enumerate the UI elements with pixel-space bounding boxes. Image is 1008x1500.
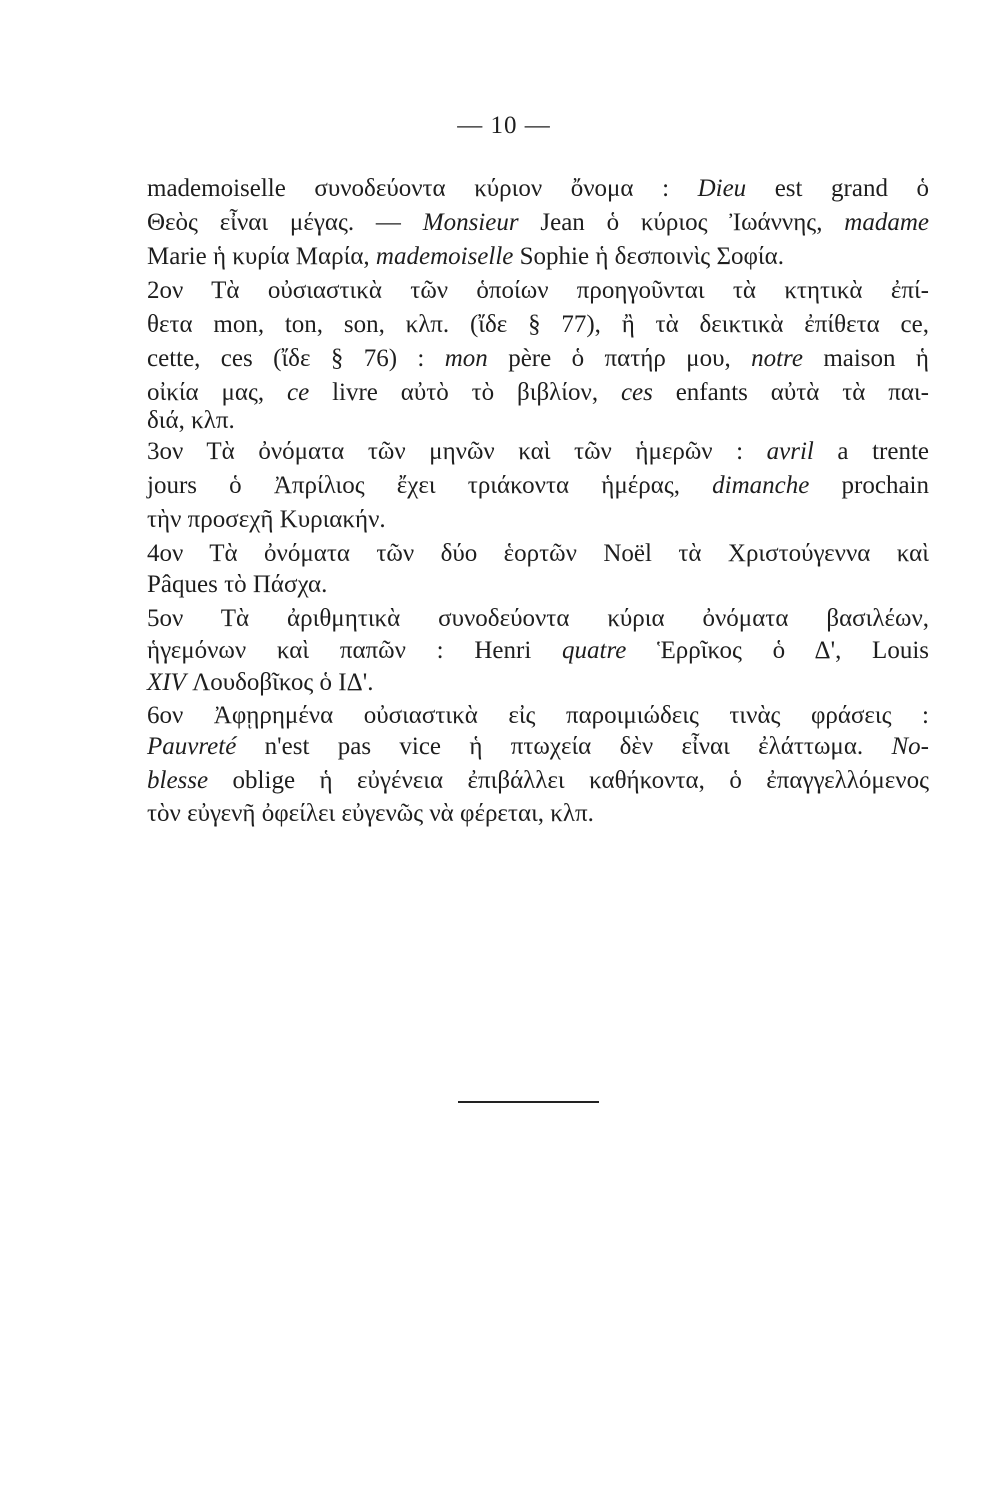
text-line — [147, 342, 929, 376]
text-run: Pâques τὸ Πάσχα. — [147, 571, 328, 598]
text-line — [147, 404, 929, 438]
text-run: est grand ὁ — [746, 175, 929, 202]
text-line — [147, 240, 929, 274]
text-run: Ἑρρῖκος ὁ Δ', Louis — [626, 637, 929, 664]
italic-text: mon — [444, 345, 488, 372]
text-line — [147, 469, 929, 503]
italic-text: Dieu — [697, 175, 747, 202]
text-line — [147, 602, 929, 636]
text-run: 6ον Ἀφῃρημένα οὐσιαστικὰ εἰς παροιμιώδεις τινὰς φράσεις : — [147, 702, 929, 729]
italic-text: madame — [844, 209, 929, 236]
text-line — [147, 172, 929, 206]
italic-text: ce — [287, 379, 310, 406]
text-line — [147, 666, 929, 700]
text-line — [147, 568, 929, 602]
text-run: 4ον Τὰ ὀνόματα τῶν δύο ἑορτῶν Noël τὰ Χριστούγεννα καὶ — [147, 540, 929, 567]
text-run: père ὁ πατήρ μου, — [487, 345, 752, 372]
text-run: 2ον Τὰ οὐσιαστικὰ τῶν ὁποίων προηγοῦνται τὰ κτητικὰ ἐπί- — [147, 277, 929, 304]
text-line — [147, 274, 929, 308]
text-run: Marie ἡ κυρία Μαρία, — [147, 243, 376, 270]
italic-text: No- — [891, 733, 929, 760]
text-run: Jean ὁ κύριος Ἰωάννης, — [518, 209, 845, 236]
text-run: οἰκία μας, — [147, 379, 288, 406]
text-line — [147, 730, 929, 764]
text-run: livre αὐτὸ τὸ βιβλίον, — [309, 379, 621, 406]
text-run: Sophie ἡ δεσποινὶς Σοφία. — [513, 243, 784, 270]
text-run: 3ον Τὰ ὀνόματα τῶν μηνῶν καὶ τῶν ἡμερῶν : — [147, 438, 767, 465]
text-run: διά, κλπ. — [147, 407, 235, 434]
italic-text: dimanche — [712, 472, 810, 499]
italic-text: quatre — [562, 637, 627, 664]
text-line — [147, 206, 929, 240]
text-run: mademoiselle συνοδεύοντα κύριον ὄνομα : — [147, 175, 698, 202]
text-run: maison ἡ — [802, 345, 929, 372]
text-run: θετα mon, ton, son, κλπ. (ἴδε § 77), ἢ τὰ δεικτικὰ ἐπίθετα ce, — [147, 311, 929, 338]
text-run: Λουδοβῖκος ὁ ΙΔ'. — [185, 669, 374, 696]
text-line — [147, 699, 929, 733]
text-run: Θεὸς εἶναι μέγας. — — [147, 209, 423, 236]
text-line — [147, 764, 929, 798]
italic-text: avril — [766, 438, 814, 465]
text-run: enfants αὐτὰ τὰ παι- — [652, 379, 929, 406]
italic-text: XIV — [147, 669, 186, 696]
italic-text: Pauvreté — [147, 733, 237, 760]
text-line — [147, 503, 929, 537]
text-run: jours ὁ Ἀπρίλιος ἔχει τριάκοντα ἡμέρας, — [147, 472, 713, 499]
italic-text: blesse — [147, 767, 209, 794]
text-line — [147, 308, 929, 342]
text-run: cette, ces (ἴδε § 76) : — [147, 345, 445, 372]
text-run: a trente — [813, 438, 929, 465]
text-run: τὸν εὐγενῆ ὀφείλει εὐγενῶς νὰ φέρεται, κλπ. — [147, 800, 594, 827]
text-run: 5ον Τὰ ἀριθμητικὰ συνοδεύοντα κύρια ὀνόματα βασιλέων, — [147, 605, 929, 632]
italic-text: Monsieur — [422, 209, 519, 236]
italic-text: mademoiselle — [375, 243, 514, 270]
text-line — [147, 537, 929, 571]
text-line — [147, 797, 929, 831]
text-run: prochain — [809, 472, 930, 499]
italic-text: ces — [620, 379, 653, 406]
text-line — [147, 634, 929, 668]
text-run: ἡγεμόνων καὶ παπῶν : Henri — [147, 637, 562, 664]
page-number: — 10 — — [457, 112, 551, 139]
italic-text: notre — [751, 345, 803, 372]
end-rule — [458, 1101, 599, 1103]
text-run: oblige ἡ εὐγένεια ἐπιβάλλει καθήκοντα, ὁ ἐπαγγελλόμενος — [208, 767, 929, 794]
text-run: τὴν προσεχῆ Κυριακήν. — [147, 506, 386, 533]
text-run: n'est pas vice ἡ πτωχεία δὲν εἶναι ἐλάττωμα. — [236, 733, 892, 760]
text-line — [147, 435, 929, 469]
